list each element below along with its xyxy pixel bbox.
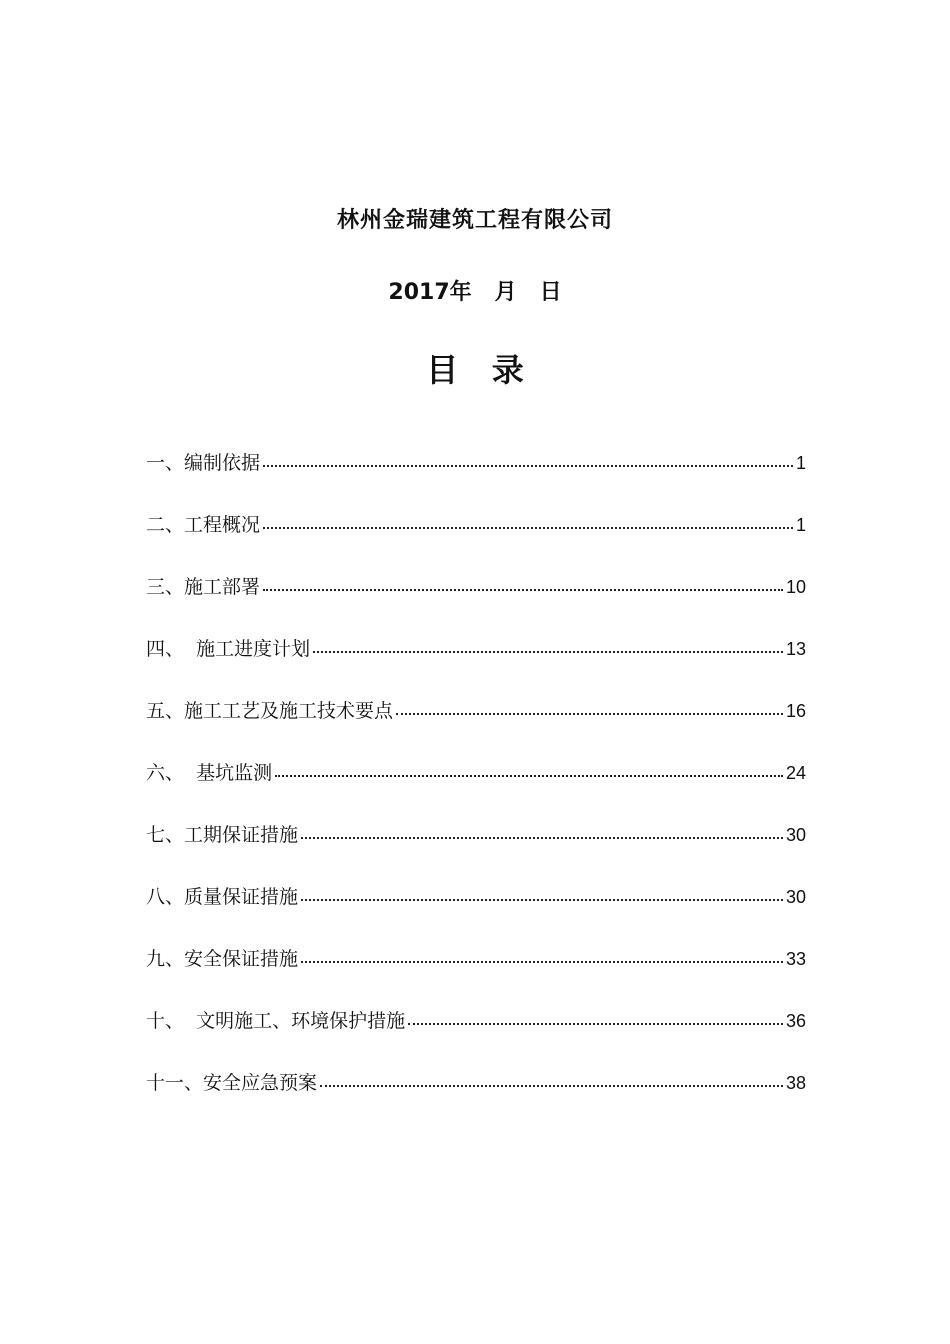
toc-entry-page: 30 (785, 887, 806, 907)
toc-entry-page: 30 (785, 825, 806, 845)
toc-entry-page: 38 (785, 1073, 806, 1093)
toc-entry-label: 七、工期保证措施 (146, 824, 299, 846)
toc-dot-leader (396, 711, 783, 715)
toc-dot-leader (263, 463, 793, 467)
toc-entry-page: 24 (785, 763, 806, 783)
toc-entry-label: 三、施工部署 (146, 576, 261, 598)
document-date: 2017年 月 日 (388, 280, 562, 305)
toc-entry-label: 九、安全保证措施 (146, 948, 299, 970)
toc-entry-page: 36 (785, 1011, 806, 1031)
toc-dot-leader (263, 587, 783, 591)
toc-dot-leader (313, 649, 783, 653)
toc-entry-10[interactable] (146, 1004, 806, 1066)
toc-entry-label: 四、 施工进度计划 (146, 638, 311, 660)
toc-entry-9[interactable] (146, 942, 806, 1004)
toc-entry-page: 33 (785, 949, 806, 969)
toc-entry-2[interactable] (146, 508, 806, 570)
toc-entry-7[interactable] (146, 818, 806, 880)
toc-entry-label: 一、编制依据 (146, 452, 261, 474)
toc-dot-leader (320, 1083, 783, 1087)
toc-entry-label: 十一、安全应急预案 (146, 1072, 318, 1094)
toc-entry-label: 十、 文明施工、环境保护措施 (146, 1010, 406, 1032)
toc-entry-label: 八、质量保证措施 (146, 886, 299, 908)
toc-dot-leader (408, 1021, 783, 1025)
toc-dot-leader (301, 959, 783, 963)
toc-dot-leader (263, 525, 793, 529)
toc-entry-page: 10 (785, 577, 806, 597)
toc-dot-leader (301, 897, 783, 901)
toc-dot-leader (275, 773, 783, 777)
toc-entry-page: 1 (795, 453, 806, 473)
toc-entry-3[interactable] (146, 570, 806, 632)
toc-entry-6[interactable] (146, 756, 806, 818)
toc-title: 目 录 (426, 351, 524, 389)
toc-entry-label: 二、工程概况 (146, 514, 261, 536)
toc-entry-4[interactable] (146, 632, 806, 694)
toc-entry-page: 16 (785, 701, 806, 721)
toc-entry-page: 1 (795, 515, 806, 535)
company-name: 林州金瑞建筑工程有限公司 (336, 208, 613, 233)
toc-entry-1[interactable] (146, 446, 806, 508)
toc-entry-label: 六、 基坑监测 (146, 762, 273, 784)
toc-entry-11[interactable] (146, 1066, 806, 1128)
table-of-contents (146, 446, 806, 1128)
toc-dot-leader (301, 835, 783, 839)
toc-entry-label: 五、施工工艺及施工技术要点 (146, 700, 394, 722)
toc-entry-page: 13 (785, 639, 806, 659)
toc-entry-5[interactable] (146, 694, 806, 756)
toc-entry-8[interactable] (146, 880, 806, 942)
